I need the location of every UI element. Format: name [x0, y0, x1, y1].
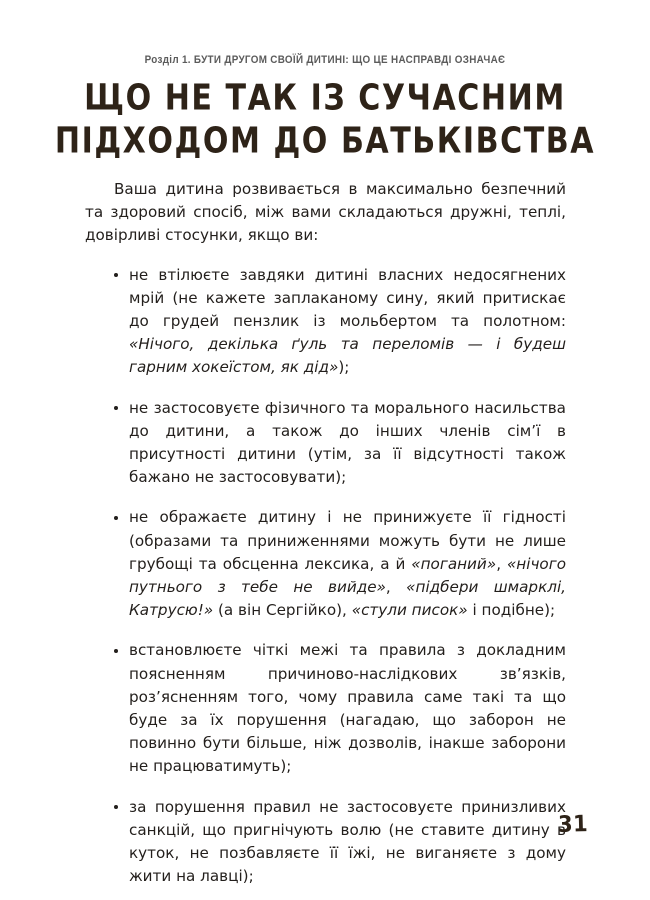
list-item-text: встановлюєте чіткі межі та правила з докладним поясненням причиново-наслідкових зв’язків, роз’ясненням того, чому правила саме такі та що буде за їх порушення (нагадаю, що заборон не повинно бути більше, ніж дозволів, інакше заборони не працюватимуть);	[129, 641, 566, 776]
chapter-title-line-2: ПІДХОДОМ ДО БАТЬКІВСТВА	[54, 120, 596, 162]
bullet-dot-icon	[114, 805, 118, 809]
page-number: 31	[557, 810, 589, 838]
list-item	[85, 639, 566, 778]
list-item	[85, 506, 566, 622]
intro-paragraph: Ваша дитина розвивається в максимально безпечний та здоровий спосіб, між вами складаються дружні, теплі, довірливі стосунки, якщо ви:	[85, 180, 566, 245]
list-item-text: не втілюєте завдяки дитині власних недосягнених мрій (не кажете заплаканому сину, який притискає до грудей пензлик із мольбертом та полотном: «Нічого, декілька ґуль та переломів — і будеш гарним хокеїстом, як дід»);	[129, 265, 566, 377]
list-item	[85, 796, 566, 889]
body-column	[85, 178, 566, 888]
list-item-text: за порушення правил не застосовуєте принизливих санкцій, що пригнічують волю (не ставите дитину в куток, не позбавляєте її їжі, не виганяєте з дому жити на лавці);	[129, 797, 566, 886]
chapter-title-line-1: ЩО НЕ ТАК ІЗ СУЧАСНИМ	[84, 77, 566, 119]
list-item-text: не ображаєте дитину і не принижуєте її гідності (образами та приниженнями можуть бути не лише грубощі та обсценна лексика, а й «поганий», «нічого путнього з тебе не вийде», «підбери шмарклі, Катрусю!» (а він Сергійко), «стули писок» і подібне);	[129, 508, 566, 620]
bullet-dot-icon	[114, 406, 118, 410]
chapter-title	[0, 77, 650, 162]
bullet-dot-icon	[114, 516, 118, 520]
list-item	[85, 264, 566, 380]
bullet-dot-icon	[114, 649, 118, 653]
conditions-list	[85, 264, 566, 889]
bullet-dot-icon	[114, 273, 118, 277]
running-header: Розділ 1. БУТИ ДРУГОМ СВОЇЙ ДИТИНІ: ЩО ЦЕ НАСПРАВДІ ОЗНАЧАЄ	[144, 54, 506, 66]
list-item-text: не застосовуєте фізичного та морального насильства до дитини, а також до інших членів сім’ї в присутності дитини (утім, за її відсутності також бажано не застосовувати);	[129, 398, 566, 487]
list-item	[85, 397, 566, 490]
